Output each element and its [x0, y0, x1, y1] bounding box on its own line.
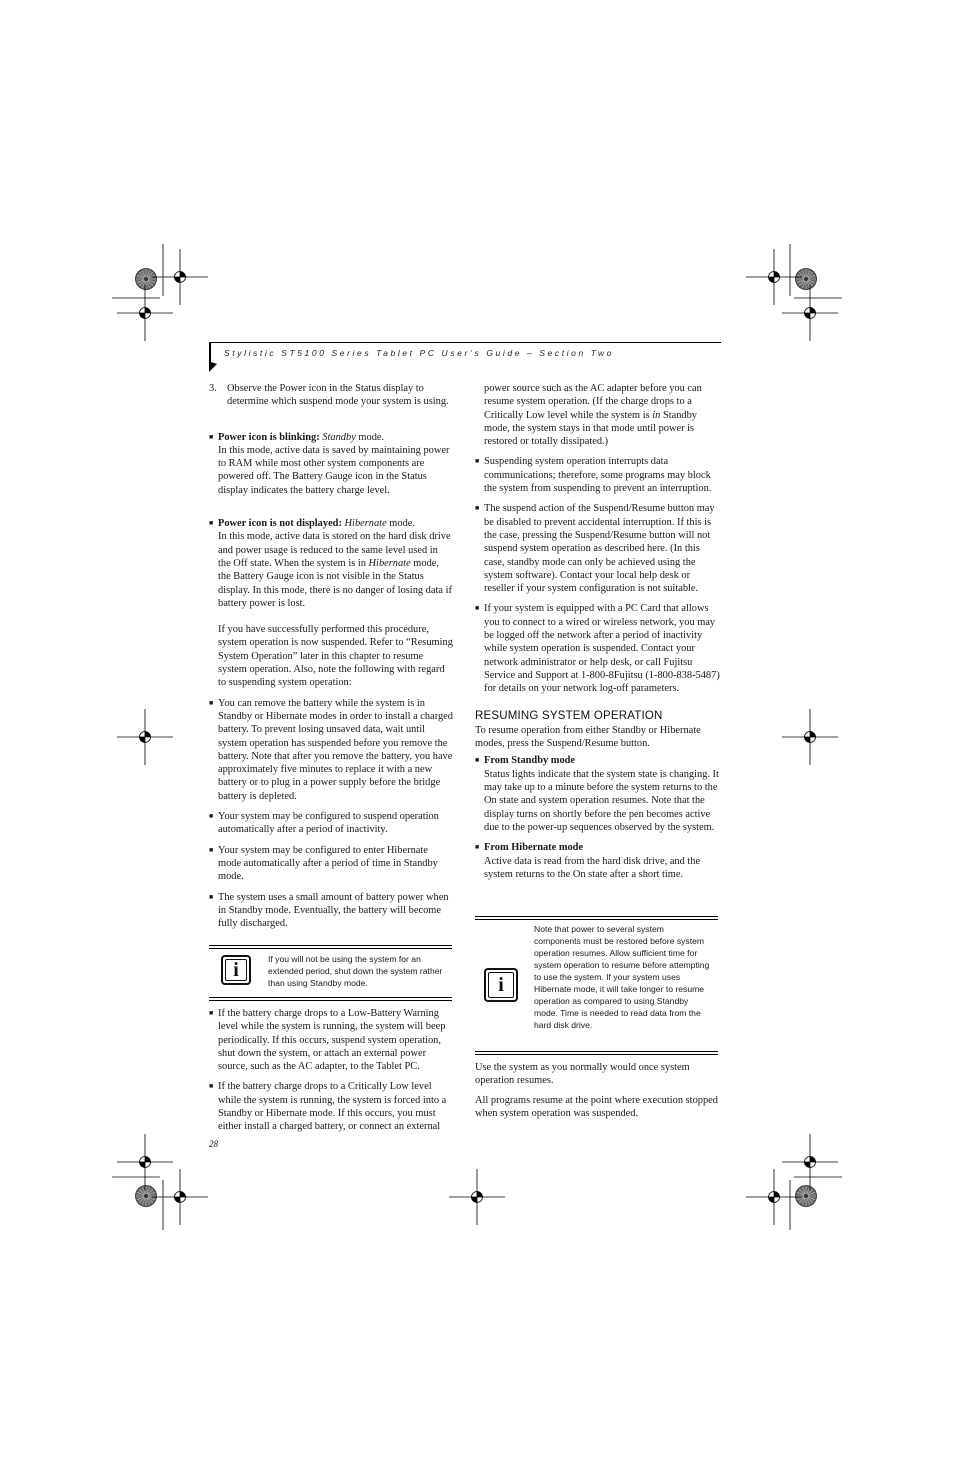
starburst-icon	[136, 269, 157, 290]
running-title: Stylistic ST5100 Series Tablet PC User’s Guide – Section Two	[224, 348, 615, 358]
list-item: ■ If the battery charge drops to a Critically Low level while the system is running, the system is forced into a Standby or Hibernate mode. If this occurs, you must either install a charged battery, or connect an external	[209, 1081, 447, 1133]
bullet-icon: ■	[475, 756, 480, 765]
bullet-icon: ■	[475, 843, 480, 852]
list-item-body: Active data is read from the hard disk drive, and the system returns to the On state after a short time.	[484, 855, 701, 880]
list-item-body: Status lights indicate that the system state is changing. It may take up to a minute before the system returns to the On state and system operation resumes. Note that the display turns on shortly before the pen becomes active due to the power-up sequences observed by the system.	[484, 768, 719, 833]
note-text: If you will not be using the system for an extended period, shut down the system rather than using Standby mode.	[268, 954, 443, 988]
crosshair-icon	[117, 285, 173, 341]
list-item: ■ Your system may be configured to suspend operation automatically after a period of inactivity.	[209, 811, 439, 836]
after-paragraph-2: All programs resume at the point where execution stopped when system operation was suspended.	[475, 1094, 718, 1119]
crosshair-icon	[746, 1169, 802, 1225]
crosshair-icon	[152, 249, 208, 305]
starburst-icon	[796, 1186, 817, 1207]
bullet-icon: ■	[209, 432, 214, 441]
bullet-icon: ■	[209, 1082, 214, 1091]
bullet-icon: ■	[209, 698, 214, 707]
crosshair-icon	[449, 1169, 505, 1225]
bullet-icon: ■	[209, 845, 214, 854]
left-column-continued	[209, 1007, 453, 1134]
bullet-icon: ■	[475, 604, 480, 613]
crosshair-icon	[782, 285, 838, 341]
crosshair-icon	[746, 249, 802, 305]
crosshair-icon	[152, 1169, 208, 1225]
list-item-body: In this mode, active data is saved by maintaining power to RAM while most other system components are powered off. The Battery Gauge icon in the Status display indicates the battery charge level.	[218, 444, 450, 496]
page-number: 28	[209, 1139, 218, 1149]
crosshair-icon	[782, 1134, 838, 1190]
list-item: ■ If your system is equipped with a PC Card that allows you to connect to a wired or wireless network, you may be logged off the network after a period of inactivity while system operation is suspended. Contact your network administrator or help desk, or call Fujitsu Service and Support at 1-800-8Fujitsu (1-800-838-5487) for details on your network log-off parameters.	[475, 603, 720, 695]
note-text: Note that power to several system components must be restored before system operation resumes. Allow sufficient time for system operation to resume before attempting to use the system. If your system uses Hibernate mode, it will take longer to resume operation as compared to using Standby mode. Time is needed to read data from the hard disk drive.	[534, 924, 710, 1030]
bullet-icon: ■	[209, 892, 214, 901]
section-heading: RESUMING SYSTEM OPERATION	[475, 709, 663, 722]
left-column	[209, 382, 453, 930]
list-item-label: Power icon is blinking: Standby mode.	[218, 431, 385, 443]
header-tab-mark	[209, 342, 217, 372]
info-icon: i	[221, 955, 251, 985]
note-box	[209, 945, 452, 1001]
list-item-not-displayed	[209, 517, 453, 610]
list-item-label: From Hibernate mode	[484, 842, 584, 854]
list-item-label: From Standby mode	[484, 755, 576, 767]
step-3	[209, 382, 453, 409]
success-paragraph: If you have successfully performed this procedure, system operation is now suspended. Refer to “Resuming System Operation” later in this chapter to resume system operation. Also, note the following with regard to suspending system operation:	[218, 624, 453, 689]
crosshair-icon	[117, 1134, 173, 1190]
bullet-icon: ■	[209, 812, 214, 821]
list-item: ■ The suspend action of the Suspend/Resume button may be disabled to prevent accidental interruption. If this is the case, pressing the Suspend/Resume button will not suspend system operation as described here. (In this case, standby mode can only be achieved using the system software). Contact your local help desk or reseller if your system configuration is not suitable.	[475, 503, 715, 595]
list-item: ■ Your system may be configured to enter Hibernate mode automatically after a period of time in Standby mode.	[209, 844, 438, 883]
right-column-continued	[475, 1061, 720, 1120]
header-rule	[209, 342, 721, 343]
after-paragraph-1: Use the system as you normally would once system operation resumes.	[475, 1062, 690, 1087]
starburst-icon	[796, 269, 817, 290]
list-item-blinking	[209, 431, 453, 497]
bullet-icon: ■	[209, 519, 214, 528]
list-item: ■ The system uses a small amount of battery power when in Standby mode. Eventually, the battery will become fully discharged.	[209, 891, 449, 930]
list-item-label: Power icon is not displayed: Hibernate mode.	[218, 518, 415, 530]
list-item: ■ You can remove the battery while the system is in Standby or Hibernate modes in order to install a charged battery. To prevent losing unsaved data, wait until system operation has suspended before you remove the battery. Note that after you remove the battery, you have approximately five minutes to replace it with a new battery or to plug in a power supply before the bridge battery is depleted.	[209, 697, 453, 802]
bullet-icon: ■	[475, 504, 480, 513]
list-item-hibernate	[475, 841, 720, 881]
bullet-icon: ■	[209, 1009, 214, 1017]
list-item: ■ Suspending system operation interrupts data communications; therefore, some programs may block the system from suspending to prevent an interruption.	[475, 456, 712, 495]
step-text: Observe the Power icon in the Status display to determine which suspend mode your system is using.	[227, 383, 449, 408]
list-item-standby	[475, 754, 720, 834]
note-box	[475, 916, 718, 1055]
right-column	[475, 382, 720, 881]
crosshair-icon	[782, 709, 838, 765]
crosshair-icon	[117, 709, 173, 765]
list-item: ■ If the battery charge drops to a Low-Battery Warning level while the system is running, the system will beep periodically. If this occurs, suspend system operation, shut down the system, or attach an external power source, such as the AC adapter, to the Tablet PC.	[209, 1008, 446, 1073]
continued-paragraph: power source such as the AC adapter before you can resume system operation. (If the charge drops to a Critically Low level while the system is in Standby mode, the system stays in that mode until power is restored or totally dissipated.)	[484, 383, 702, 448]
intro-paragraph: To resume operation from either Standby or Hibernate modes, press the Suspend/Resume button.	[475, 724, 701, 750]
list-item-body: In this mode, active data is stored on the hard disk drive and power usage is reduced to the same level used in the Off state. When the system is in Hibernate mode, the Battery Gauge icon is not visible in the Status display. In this mode, there is no danger of losing data if battery power is lost.	[218, 531, 452, 609]
info-icon: i	[484, 968, 518, 1002]
bullet-icon: ■	[475, 457, 480, 466]
step-number: 3.	[209, 383, 217, 394]
starburst-icon	[136, 1186, 157, 1207]
